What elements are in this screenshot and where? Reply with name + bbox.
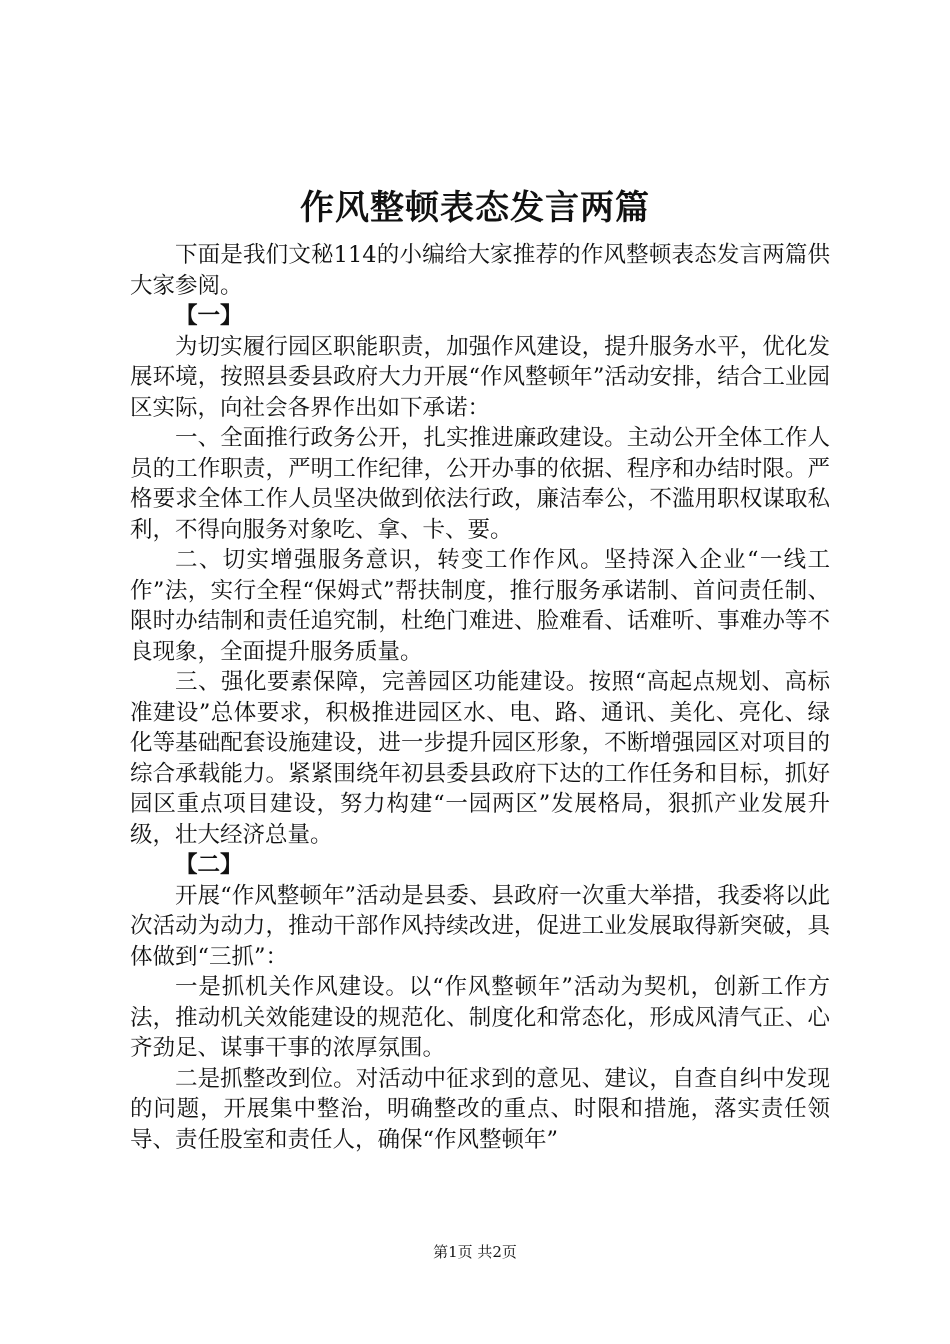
document-title: 作风整顿表态发言两篇: [300, 188, 650, 228]
document-body: [130, 240, 830, 1155]
intro-paragraph: 下面是我们文秘114的小编给大家推荐的作风整顿表态发言两篇供大家参阅。: [130, 242, 830, 299]
paragraph: 一、全面推行政务公开，扎实推进廉政建设。主动公开全体工作人员的工作职责，严明工作纪律，公开办事的依据、程序和办结时限。严格要求全体工作人员坚决做到依法行政，廉洁奉公，不滥用职权谋取私利，不得向服务对象吃、拿、卡、要。: [130, 425, 830, 543]
paragraph: 开展“作风整顿年”活动是县委、县政府一次重大举措，我委将以此次活动为动力，推动干部作风持续改进，促进工业发展取得新突破，具体做到“三抓”：: [130, 882, 830, 970]
paragraph: 二是抓整改到位。对活动中征求到的意见、建议，自查自纠中发现的问题，开展集中整治，明确整改的重点、时限和措施，落实责任领导、责任股室和责任人，确保“作风整顿年”: [130, 1065, 830, 1153]
paragraph: 为切实履行园区职能职责，加强作风建设，提升服务水平，优化发展环境，按照县委县政府大力开展“作风整顿年”活动安排，结合工业园区实际，向社会各界作出如下承诺：: [130, 333, 830, 421]
section-heading-1: 【一】: [175, 303, 243, 329]
page-number: 第1页 共2页: [433, 1243, 517, 1261]
paragraph: 一是抓机关作风建设。以“作风整顿年”活动为契机，创新工作方法，推动机关效能建设的规范化、制度化和常态化，形成风清气正、心齐劲足、谋事干事的浓厚氛围。: [130, 974, 830, 1061]
section-heading-2: 【二】: [175, 852, 243, 878]
paragraph: 三、强化要素保障，完善园区功能建设。按照“高起点规划、高标准建设”总体要求，积极推进园区水、电、路、通讯、美化、亮化、绿化等基础配套设施建设，进一步提升园区形象，不断增强园区对项目的综合承载能力。紧紧围绕年初县委县政府下达的工作任务和目标，抓好园区重点项目建设，努力构建“一园两区”发展格局，狠抓产业发展升级，壮大经济总量。: [130, 669, 830, 848]
paragraph: 二、切实增强服务意识，转变工作作风。坚持深入企业“一线工作”法，实行全程“保姆式”帮扶制度，推行服务承诺制、首问责任制、限时办结制和责任追究制，杜绝门难进、脸难看、话难听、事难办等不良现象，全面提升服务质量。: [130, 547, 830, 665]
